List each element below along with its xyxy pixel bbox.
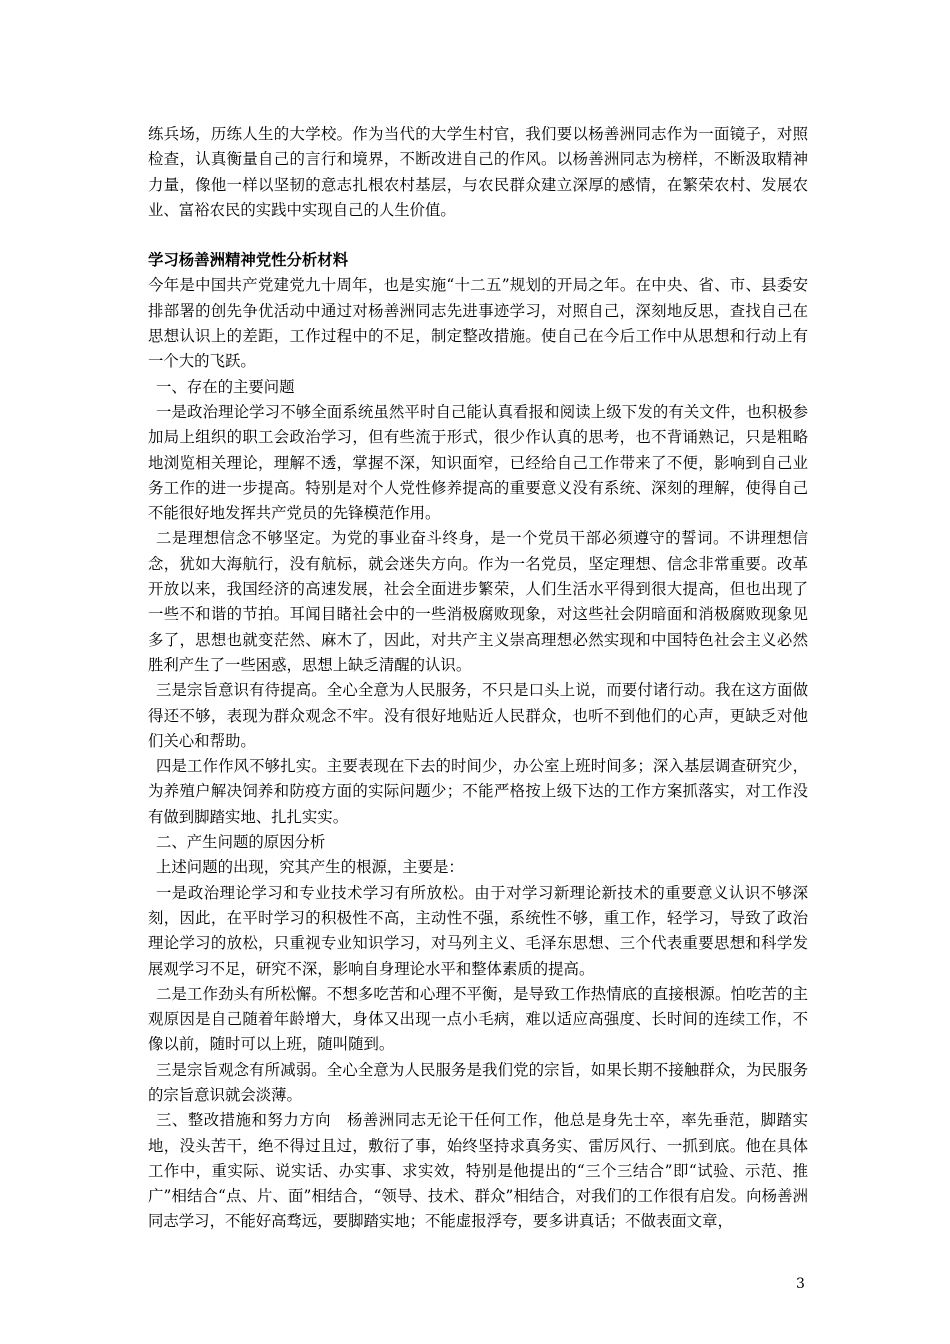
page-number: 3: [796, 1276, 805, 1292]
problem-paragraph-2: 二是理想信念不够坚定。为党的事业奋斗终身，是一个党员干部必须遵守的誓词。不讲理想信念，犹如大海航行，没有航标，就会迷失方向。作为一名党员，坚定理想、信念非常重要。改革开放以来，我国经济的高速发展，社会全面进步繁荣，人们生活水平得到很大提高，但也出现了一些不和谐的节拍。耳闻目睹社会中的一些消极腐败现象，对这些社会阴暗面和消极腐败现象见多了，思想也就变茫然、麻木了，因此，对共产主义崇高理想必然实现和中国特色社会主义必然胜利产生了一些困惑，思想上缺乏清醒的认识。: [148, 529, 808, 674]
cause-paragraph-1: 一是政治理论学习和专业技术学习有所放松。由于对学习新理论新技术的重要意义认识不够深刻，因此，在平时学习的积极性不高，主动性不强，系统性不够，重工作，轻学习，导致了政治理论学习的放松，只重视专业知识学习，对马列主义、毛泽东思想、三个代表重要思想和科学发展观学习不足，研究不深，影响自身理论水平和整体素质的提高。: [148, 883, 808, 978]
problem-paragraph-4: 四是工作作风不够扎实。主要表现在下去的时间少，办公室上班时间多；深入基层调查研究少，为养殖户解决饲养和防疫方面的实际问题少；不能严格按上级下达的工作方案抓落实，对工作没有做到脚踏实地、扎扎实实。: [148, 757, 808, 826]
cause-paragraph-3: 三是宗旨观念有所减弱。全心全意为人民服务是我们党的宗旨，如果长期不接触群众，为民服务的宗旨意识就会淡薄。: [148, 1060, 808, 1104]
section-heading-causes: 二、产生问题的原因分析: [156, 833, 326, 852]
problem-paragraph-3: 三是宗旨意识有待提高。全心全意为人民服务，不只是口头上说，而要付诸行动。我在这方面做得还不够，表现为群众观念不牢。没有很好地贴近人民群众，也听不到他们的心声，更缺乏对他们关心和帮助。: [148, 681, 808, 750]
section-title: 学习杨善洲精神党性分析材料: [148, 251, 349, 270]
problem-paragraph-1: 一是政治理论学习不够全面系统虽然平时自己能认真看报和阅读上级下发的有关文件，也积极参加局上组织的职工会政治学习，但有些流于形式，很少作认真的思考，也不背诵熟记，只是粗略地浏览相关理论，理解不透，掌握不深，知识面窄，已经给自己工作带来了不便，影响到自己业务工作的进一步提高。特别是对个人党性修养提高的重要意义没有系统、深刻的理解，使得自己不能很好地发挥共产党员的先锋模范作用。: [148, 402, 808, 523]
cause-paragraph-2: 二是工作劲头有所松懈。不想多吃苦和心理不平衡，是导致工作热情底的直接根源。怕吃苦的主观原因是自己随着年龄增大，身体又出现一点小毛病，难以适应高强度、长时间的连续工作，不像以前，随时可以上班，随叫随到。: [148, 984, 808, 1054]
causes-intro: 上述问题的出现，究其产生的根源，主要是：: [156, 858, 464, 877]
lead-paragraph: 练兵场，历练人生的大学校。作为当代的大学生村官，我们要以杨善洲同志作为一面镜子，对照检查，认真衡量自己的言行和境界，不断改进自己的作风。以杨善洲同志为榜样，不断汲取精神力量，像他一样以坚韧的意志扎根农村基层，与农民群众建立深厚的感情，在繁荣农村、发展农业、富裕农民的实践中实现自己的人生价值。: [148, 125, 808, 219]
section-heading-problems: 一、存在的主要问题: [156, 377, 295, 396]
measures-paragraph: 三、整改措施和努力方向 杨善洲同志无论干任何工作，他总是身先士卒，率先垂范，脚踏实地，没头苦干，绝不得过且过，敷衍了事，始终坚持求真务实、雷厉风行、一抓到底。他在具体工作中，重实际、说实话、办实事、求实效，特别是他提出的“三个三结合”即“试验、示范、推广”相结合“点、片、面”相结合，“领导、技术、群众”相结合，对我们的工作很有启发。向杨善洲同志学习，不能好高骛远，要脚踏实地；不能虚报浮夸，要多讲真话；不做表面文章，: [148, 1111, 808, 1231]
document-page: [148, 122, 808, 1235]
intro-paragraph: 今年是中国共产党建党九十周年，也是实施“十二五”规划的开局之年。在中央、省、市、县委安排部署的创先争优活动中通过对杨善洲同志先进事迹学习，对照自己，深刻地反思，查找自己在思想认识上的差距，工作过程中的不足，制定整改措施。使自己在今后工作中从思想和行动上有一个大的飞跃。: [148, 276, 808, 371]
